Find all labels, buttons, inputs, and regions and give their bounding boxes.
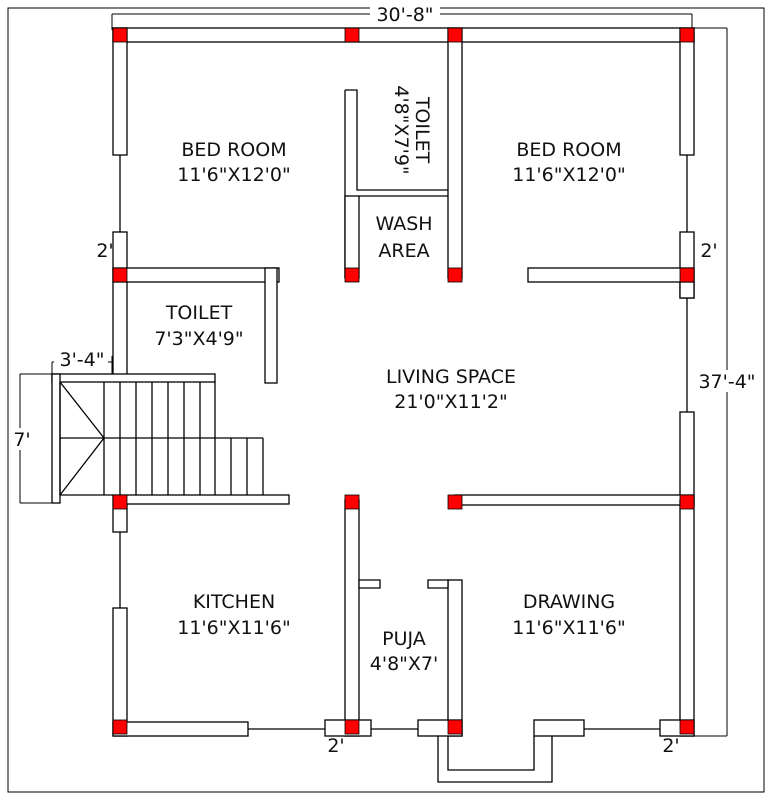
stair-depth-dimension: 7'	[13, 429, 31, 451]
toilet-top-size: 4'8"X7'9"	[390, 85, 412, 175]
living-space-size: 21'0"X11'2"	[394, 391, 508, 413]
puja-name: PUJA	[382, 628, 426, 650]
wash-area-line2: AREA	[378, 240, 430, 262]
column	[680, 720, 694, 734]
drawing-size: 11'6"X11'6"	[512, 617, 626, 639]
column	[345, 720, 359, 734]
column	[680, 495, 694, 509]
puja-size: 4'8"X7'	[369, 653, 439, 675]
bed-room-left-size: 11'6"X12'0"	[177, 164, 291, 186]
living-space-name: LIVING SPACE	[385, 366, 517, 388]
bed-room-left-name: BED ROOM	[181, 139, 287, 161]
bed-room-right-size: 11'6"X12'0"	[512, 164, 626, 186]
column	[113, 495, 127, 509]
column	[113, 268, 127, 282]
opening-left-dimension: 2'	[96, 240, 114, 262]
column	[448, 28, 462, 42]
column	[448, 495, 462, 509]
depth-dimension: 37'-4"	[698, 371, 756, 393]
column	[345, 28, 359, 42]
column	[345, 268, 359, 282]
wash-area-line1: WASH	[375, 213, 433, 235]
column	[345, 495, 359, 509]
staircase	[60, 382, 263, 495]
column	[448, 268, 462, 282]
toilet-left-name: TOILET	[165, 302, 233, 324]
opening-front-right-dimension: 2'	[662, 735, 680, 757]
column	[680, 28, 694, 42]
toilet-left-size: 7'3"X4'9"	[154, 328, 244, 350]
toilet-top-name: TOILET	[411, 96, 433, 164]
column	[680, 268, 694, 282]
kitchen-size: 11'6"X11'6"	[177, 617, 291, 639]
stair-width-dimension: 3'-4"	[59, 349, 105, 371]
width-dimension: 30'-8"	[376, 4, 434, 26]
opening-right-dimension: 2'	[700, 240, 718, 262]
column	[448, 720, 462, 734]
bed-room-right-name: BED ROOM	[516, 139, 622, 161]
kitchen-name: KITCHEN	[192, 591, 276, 613]
drawing-name: DRAWING	[522, 591, 616, 613]
column	[113, 28, 127, 42]
opening-front-left-dimension: 2'	[327, 735, 345, 757]
column	[113, 720, 127, 734]
